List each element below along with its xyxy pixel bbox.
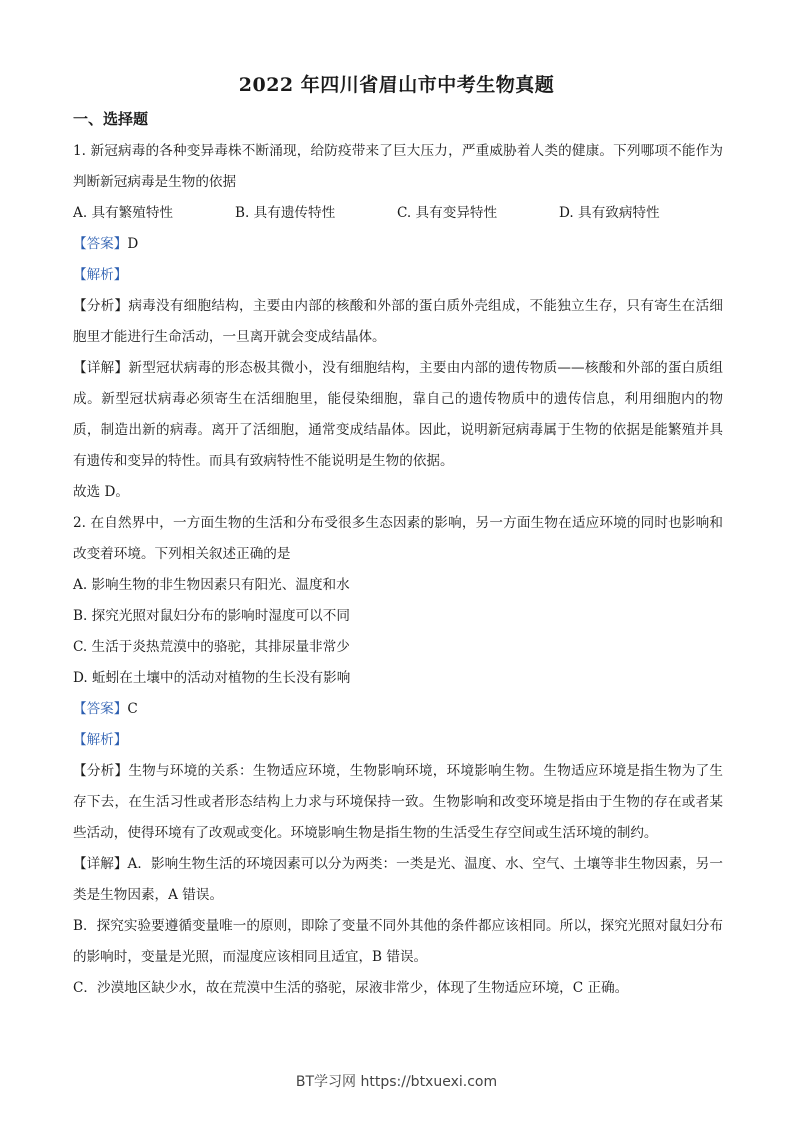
q2-option-c: C. 生活于炎热荒漠中的骆驼，其排尿量非常少 — [73, 639, 350, 655]
q1-xiangjie — [73, 353, 723, 477]
q1-option-a: A. 具有繁殖特性 — [73, 205, 174, 221]
page-title: 2022 年四川省眉山市中考生物真题 — [238, 74, 555, 96]
q1-options — [73, 198, 723, 229]
answer-tag: 【答案】 — [73, 701, 128, 717]
answer-value: C — [127, 701, 138, 717]
q2-fenxi — [73, 756, 723, 849]
content-body — [73, 136, 723, 1004]
q1-option-b: B. 具有遗传特性 — [235, 205, 336, 221]
q1-answer — [73, 229, 723, 260]
section-heading: 一、选择题 — [73, 110, 149, 128]
answer-value: D — [127, 236, 139, 252]
fenxi-tag: 【分析】 — [73, 763, 129, 779]
analysis-tag: 【解析】 — [73, 267, 128, 283]
fenxi-text: 病毒没有细胞结构，主要由内部的核酸和外部的蛋白质外壳组成，不能独立生存，只有寄生在活细胞里才能进行生命活动，一旦离开就会变成结晶体。 — [73, 298, 724, 345]
fenxi-text: 生物与环境的关系：生物适应环境，生物影响环境，环境影响生物。生物适应环境是指生物为了生存下去，在生活习性或者形态结构上力求与环境保持一致。生物影响和改变环境是指由于生物的存在或者某些活动，使得环境有了改观或变化。环境影响生物是指生物的生活受生存空间或生活环境的制约。 — [73, 763, 724, 841]
q2-xiangjie-b: B．探究实验要遵循变量唯一的原则，即除了变量不同外其他的条件都应该相同。所以，探究光照对鼠妇分布的影响时，变量是光照，而湿度应该相同且适宜，B 错误。 — [73, 918, 723, 965]
xiangjie-tag: 【详解】 — [73, 360, 129, 376]
answer-tag: 【答案】 — [73, 236, 128, 252]
q2-option-d: D. 蚯蚓在土壤中的活动对植物的生长没有影响 — [73, 670, 351, 686]
fenxi-tag: 【分析】 — [73, 298, 129, 314]
q1-option-c: C. 具有变异特性 — [397, 205, 498, 221]
footer-watermark: BT学习网 https://btxuexi.com — [295, 1074, 498, 1090]
q1-stem: 1. 新冠病毒的各种变异毒株不断涌现，给防疫带来了巨大压力，严重威胁着人类的健康。下列哪项不能作为判断新冠病毒是生物的依据 — [73, 143, 723, 190]
q1-option-d: D. 具有致病特性 — [559, 205, 660, 221]
xiangjie-text: A．影响生物生活的环境因素可以分为两类：一类是光、温度、水、空气、土壤等非生物因素，另一类是生物因素，A 错误。 — [73, 856, 723, 903]
q2-xiangjie-c: C．沙漠地区缺少水，故在荒漠中生活的骆驼，尿液非常少，体现了生物适应环境，C 正确。 — [73, 980, 629, 996]
q2-answer — [73, 694, 723, 725]
q2-stem: 2. 在自然界中，一方面生物的生活和分布受很多生态因素的影响，另一方面生物在适应环境的同时也影响和改变着环境。下列相关叙述正确的是 — [73, 515, 723, 562]
analysis-tag: 【解析】 — [73, 732, 128, 748]
q2-option-a: A. 影响生物的非生物因素只有阳光、温度和水 — [73, 577, 350, 593]
q2-option-b: B. 探究光照对鼠妇分布的影响时湿度可以不同 — [73, 608, 350, 624]
xiangjie-text: 新型冠状病毒的形态极其微小，没有细胞结构，主要由内部的遗传物质——核酸和外部的蛋白质组成。新型冠状病毒必须寄生在活细胞里，能侵染细胞，靠自己的遗传物质中的遗传信息，利用细胞内的物质，制造出新的病毒。离开了活细胞，通常变成结晶体。因此，说明新冠病毒属于生物的依据是能繁殖并具有遗传和变异的特性。而具有致病特性不能说明是生物的依据。 — [73, 360, 724, 469]
q2-xiangjie-a — [73, 849, 723, 911]
q2-analysis-tag — [73, 725, 723, 756]
xiangjie-tag: 【详解】 — [73, 856, 128, 872]
q1-fenxi — [73, 291, 723, 353]
q1-analysis-tag — [73, 260, 723, 291]
q1-conclusion: 故选 D。 — [73, 484, 130, 500]
